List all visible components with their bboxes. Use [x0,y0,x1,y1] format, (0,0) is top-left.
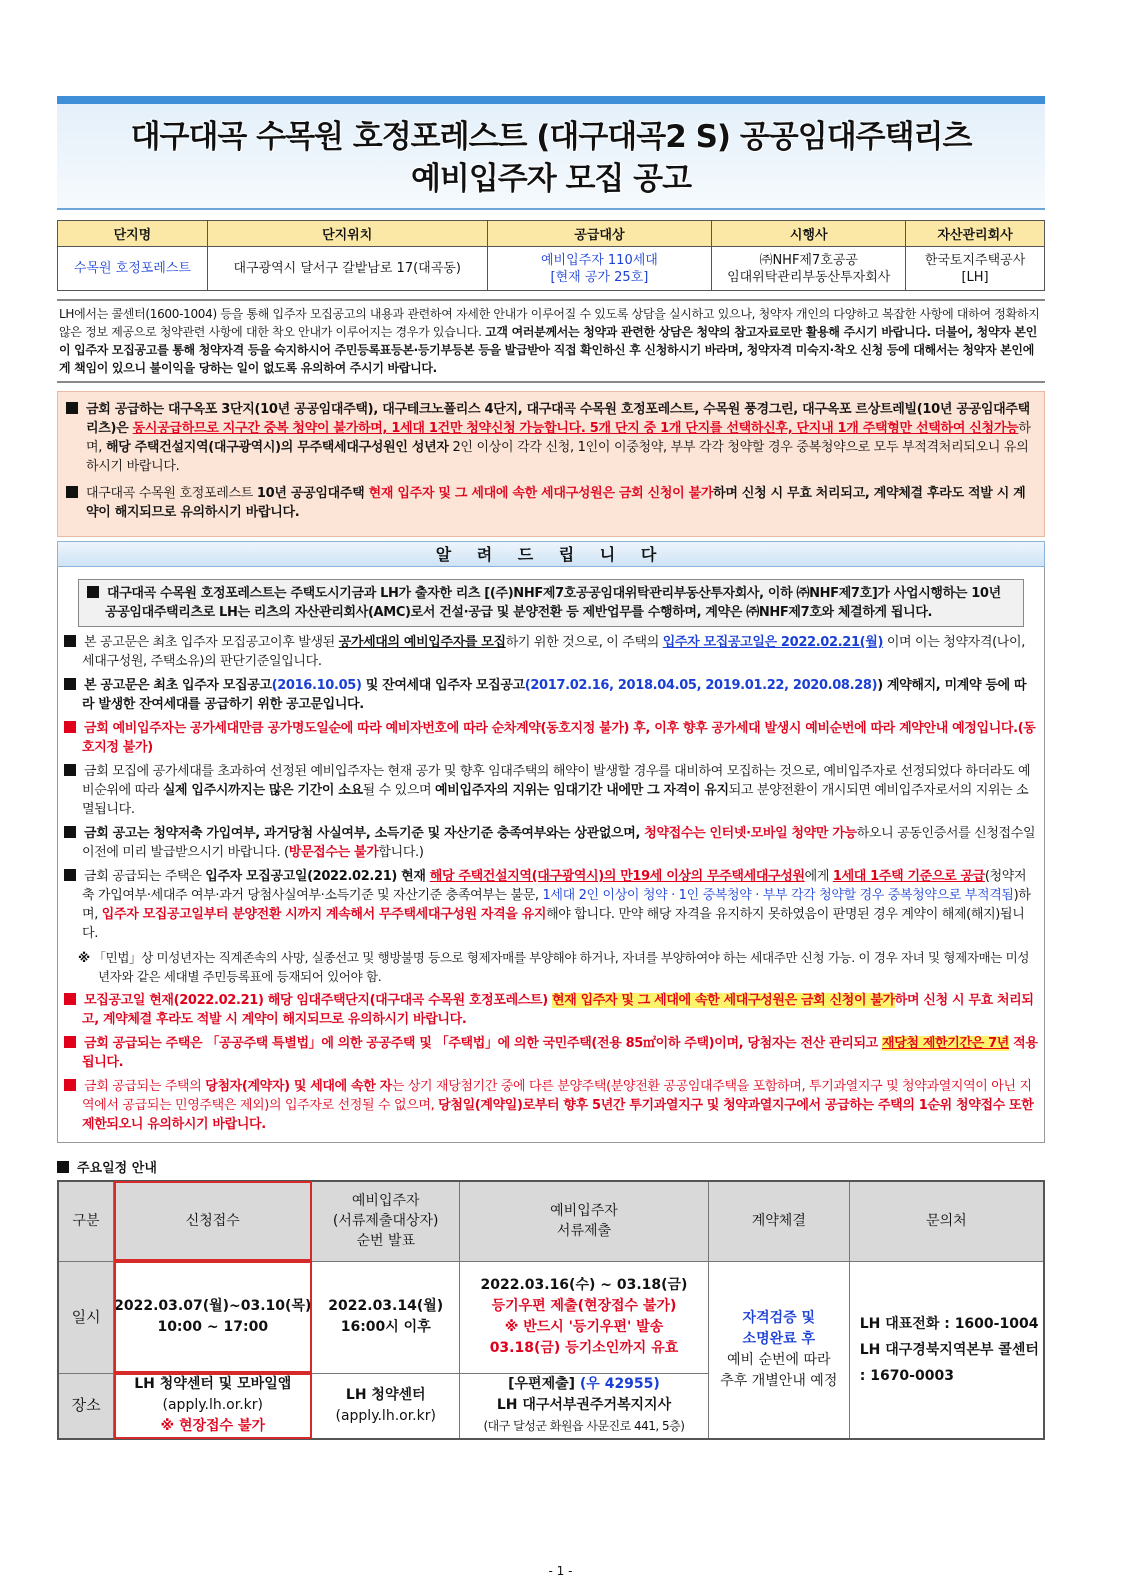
cell-documents-place [460,1373,709,1439]
i6h: )하며, [82,888,1031,922]
i5e: 합니다.) [378,845,424,860]
i9c: 는 상기 재당첨기간 중에 다른 분양주택(분양전환 공공임대주택을 포함하며, 투기과열지구 및 청약과열지역이 아닌 지역에서 공급되는 민영주택은 제외)의 입주자로 선정될 수 없으며, [82,1079,1032,1113]
square-bullet-icon [64,721,76,733]
cell-announce-date [312,1261,460,1373]
i7a: 모집공고일 현재(2022.02.21) 해당 임대주택단지(대구대곡 수목원 호정포레스트) [84,993,552,1008]
sched-header-contact: 문의처 [849,1181,1044,1261]
alert-item-1 [64,633,1038,671]
supply-count: 예비입주자 110세대 [540,252,658,268]
docs-mail: 등기우편 [491,1298,546,1314]
sched-header-announce [312,1181,460,1261]
docs-no-visit: 제출(현장접수 불가) [545,1298,677,1314]
cell-complex-name: 수목원 호정포레스트 [58,247,208,291]
i2c: 및 잔여세대 입주자 모집공고 [361,678,525,693]
square-bullet-icon [64,1036,76,1048]
square-bullet-icon [64,678,76,690]
sched-header-contract: 계약체결 [708,1181,849,1261]
docs-deadline: 03.18(금) [489,1340,561,1356]
note-mark: ※ [78,950,90,965]
cell-apply-date [114,1261,312,1373]
alert-note-minor [64,948,1038,986]
note-text: 「민법」상 미성년자는 직계존속의 사망, 실종선고 및 행방불명 등으로 형제자매를 부양해야 하거나, 자녀를 부양하여야 하는 세대주만 신청 가능. 이 경우 자녀 및 형제자매는 미성년자와 같은 세대별 주민등록표에 등재되어 있어야 함. [93,950,1030,984]
cell-announce-place [312,1373,460,1439]
row-label-place: 장소 [58,1373,114,1439]
square-bullet-icon [64,764,76,776]
notice-document [57,96,1045,1440]
apply-time: 10:00 ~ 17:00 [157,1319,269,1335]
i5c: 하오니 공동인증서를 신청접수일 이전에 미리 발급받으시기 바랍니다. ( [82,826,1036,860]
notice-1-e: 2인 이상이 각각 신청, 1인이 이중청약, 부부 각각 청약할 경우 중복청약으로 모두 부적격처리되오니 유의하시기 바랍니다. [86,440,1029,474]
notice-2-d: 하며 신청 시 무효 처리되고, 계약체결 후라도 적발 시 계약이 해지되므로 유의하시기 바랍니다. [86,486,1026,520]
i2b: (2016.10.05) [271,678,362,693]
square-bullet-icon [64,869,76,881]
title-line-1: 대구대곡 수목원 호정포레스트 (대구대곡2 S) 공공임대주택리츠 [130,119,972,155]
square-bullet-icon [64,1079,76,1091]
square-bullet-icon [64,826,76,838]
alert-item-5 [64,824,1038,862]
intro-paragraph [57,299,1045,383]
alert-item-2 [64,676,1038,714]
schedule-title-text: 주요일정 안내 [77,1161,157,1176]
i1a: 본 공고문은 최초 입주자 모집공고이후 발생된 [84,635,339,650]
title-line-2: 예비입주자 모집 공고 [410,161,692,197]
i6a: 금회 공급되는 주택은 [84,869,206,884]
i1b: 공가세대의 예비입주자를 모집 [338,635,506,650]
sched-header-category: 구분 [58,1181,114,1261]
i8a: 금회 공급되는 주택은 「공공주택 특별법」에 의한 공공주택 및 「주택법」에 의한 국민주택(전용 85㎡이하 주택)이며, 당첨자는 전산 관리되고 [84,1036,883,1051]
h3a: 예비입주자 [550,1203,618,1220]
i6e: 1세대 1주택 기준으로 공급 [832,869,985,884]
i5b: 청약접수는 인터넷·모바일 청약만 가능 [644,826,857,841]
alert-item-9 [64,1077,1038,1134]
cell-developer [712,247,906,291]
intro-text-1: LH에서는 콜센터(1600-1004) 등을 통해 입주자 모집공고의 내용과 관련하여 자세한 안내가 이루어질 수 있도록 상담을 실시하고 있으나, 청약자 개인의 다양하고 복잡한 사항에 대하여 정확하지 않은 정보 제공으로 청약관련 사항에 대한 착오 안내가 이루어지는 경우가 있습니다. [59,307,1040,339]
alert-item-3 [64,719,1038,757]
notice-item-2 [66,484,1036,522]
docs-mail-label: [우편제출] [508,1376,576,1393]
notice-item-1 [66,400,1036,476]
i8b: 재당첨 제한기간은 7년 [882,1036,1009,1051]
notice-1-d: 해당 주택건설지역(대구광역시)의 무주택세대구성원인 성년자 [105,440,449,455]
schedule-table [57,1180,1045,1440]
i4a: 금회 모집에 공가세대를 초과하여 선정된 예비입주자는 현재 공가 및 향후 임대주택의 해약이 발생할 경우를 대비하여 모집하는 것으로, 예비입주자로 선정되었다 하더라도 예비순위에 따라 [82,764,1031,798]
reit-info-text: 대구대곡 수목원 호정포레스트는 주택도시기금과 LH가 출자한 리츠 [(주)NHF제7호공공임대위탁관리부동산투자회사, 이하 ㈜NHF제7호]가 사업시행하는 10년 공공임대주택리츠로 LH는 리츠의 자산관리회사(AMC)로서 건설·공급 및 분양전환 등 제반업무를 수행하며, 계약은 ㈜NHF제7호와 체결하게 됩니다. [105,586,1001,620]
announce-time: 16:00시 이후 [340,1319,431,1335]
title-accent-bar [57,96,1045,104]
asset-line1: 한국토지주택공사 [924,252,1026,268]
apply-place: LH 청약센터 및 모바일앱 [134,1376,292,1393]
alert-item-8 [64,1034,1038,1072]
i5d: 방문접수는 불가 [288,845,379,860]
intro-text-2: 고객 여러분께서는 청약과 관련한 상담은 청약의 참고자료로만 활용해 주시기 바랍니다. 더불어, 청약자 본인이 입주자 모집공고를 통해 청약자격 등을 숙지하시어 주민등록표등본·등기부등본 등을 발급받아 직접 확인하신 후 신청하시기 바라며, 청약자격 미숙지·착오 신청 등에 대해서는 청약자 본인에게 책임이 있으니 불이익을 당하는 일이 없도록 유의하여 주시기 바랍니다. [59,325,1038,375]
docs-address: (대구 달성군 화원읍 사문진로 441, 5층) [483,1419,685,1434]
i9a: 금회 공급되는 주택의 [84,1079,206,1094]
announce-place: LH 청약센터 [345,1386,426,1403]
notice-1-c: 하며, [86,421,1031,455]
contract-line1: 자격검증 및 [742,1309,816,1326]
h2c: 순번 발표 [356,1233,415,1250]
notice-2-b: 10년 공공임대주택 [256,486,369,501]
square-bullet-icon [87,586,99,598]
notice-1-b: 동시공급하므로 지구간 중복 청약이 불가하며, 1세대 1건만 청약신청 가능합니다. 5개 단지 중 1개 단지를 선택하신후, 단지내 1개 주택형만 선택하여 신청가능 [132,421,1019,436]
h2a: 예비입주자 [351,1193,420,1210]
row-label-date: 일시 [58,1261,114,1373]
docs-date: 2022.03.16(수) ~ 03.18(금) [480,1277,688,1293]
alert-item-4 [64,762,1038,819]
cell-asset-manager [906,247,1045,291]
alert-item-7 [64,991,1038,1029]
contract-line3: 예비 순번에 따라 [727,1351,831,1368]
docs-deadline-note: 등기소인까지 유효 [560,1340,679,1356]
contract-line2: 소명완료 후 [742,1330,816,1347]
i7b: 현재 입주자 및 그 세대에 속한 세대구성원은 금회 신청이 불가 [552,993,895,1008]
alert-body [57,567,1045,1143]
contact-center: LH 대구경북지역본부 콜센터 [859,1341,1039,1358]
square-bullet-icon [64,993,76,1005]
sched-header-apply: 신청접수 [114,1181,312,1261]
i3: 금회 예비입주자는 공가세대만큼 공가명도일순에 따라 예비자번호에 따라 순차계약(동호지정 불가) 후, 이후 향후 공가세대 발생시 예비순번에 따라 계약안내 예정입니다.(동호지정 불가) [82,721,1036,755]
i9b: 당첨자(계약자) 및 세대에 속한 자 [205,1079,392,1094]
docs-mail-note: ※ 반드시 '등기우편' 발송 [504,1319,664,1335]
contact-phone: LH 대표전화 : 1600-1004 [859,1315,1039,1332]
sched-header-documents [460,1181,709,1261]
i6c: 해당 주택건설지역(대구광역시)의 만19세 이상의 무주택세대구성원 [429,869,805,884]
i1c: 하기 위한 것으로, 이 주택의 [505,635,663,650]
schedule-title [57,1157,1045,1176]
cell-location: 대구광역시 달서구 갈밭남로 17(대곡동) [207,247,487,291]
complex-info-table [57,220,1045,291]
square-bullet-icon [57,1161,69,1173]
supply-vacant: [현재 공가 25호] [550,269,649,285]
alert-heading: 알 려 드 립 니 다 [57,541,1045,567]
i9d: 당첨일(계약일)로부터 향후 5년간 투기과열지구 및 청약과열지구에서 공급하는 주택의 1순위 청약접수 또한 제한되오니 유의하시기 바랍니다. [82,1098,1034,1132]
cell-contact [849,1261,1044,1439]
h2b: (서류제출대상자) [332,1213,439,1230]
apply-date: 2022.03.07(월)~03.10(목) [114,1298,312,1314]
title-box [57,104,1045,210]
square-bullet-icon [66,402,78,414]
i1e: 이며 이는 청약자격(나이, 세대구성원, 주택소유)의 판단기준일입니다. [82,635,1025,669]
i6i: 입주자 모집공고일부터 분양전환 시까지 계속해서 무주택세대구성원 자격을 유지 [101,907,547,922]
reit-info-box [78,579,1024,627]
docs-office: LH 대구서부권주거복지지사 [496,1397,672,1414]
h3b: 서류제출 [556,1223,612,1240]
header-complex-name: 단지명 [58,221,208,247]
i2e: ) 계약해지, 미계약 등에 따라 발생한 잔여세대를 공급하기 위한 공고문입니다. [82,678,1027,712]
square-bullet-icon [64,635,76,647]
developer-line2: 임대위탁관리부동산투자회사 [727,269,891,285]
i1d: 입주자 모집공고일은 2022.02.21(월) [662,635,884,650]
i5a: 금회 공고는 청약저축 가입여부, 과거당첨 사실여부, 소득기준 및 자산기준 충족여부와는 상관없으며, [84,826,645,841]
i8c: 적용됩니다. [82,1036,1038,1070]
i4b: 실제 입주시까지는 많은 기간이 소요 [162,783,363,798]
i6d: 에게 [804,869,833,884]
square-bullet-icon [66,486,78,498]
asset-line2: [LH] [961,269,989,285]
notice-1-a: 금회 공급하는 대구옥포 3단지(10년 공공임대주택), 대구테크노폴리스 4단지, 대구대곡 수목원 호정포레스트, 수목원 풍경그린, 대구옥포 르상트레빌(10년 공공임대주택리츠)은 [86,402,1030,436]
i7c: 하며 신청 시 무효 처리되고, 계약체결 후라도 적발 시 계약이 해지되므로 유의하시기 바랍니다. [82,993,1034,1027]
page-number: - 1 - [548,1564,573,1578]
contact-center-phone: : 1670-0003 [859,1367,954,1384]
i2d: (2017.02.16, 2018.04.05, 2019.01.22, 2020.08.28) [524,678,878,693]
notice-2-a: 대구대곡 수목원 호정포레스트 [86,486,257,501]
header-supply: 공급대상 [487,221,712,247]
i6j: 해야 합니다. 만약 해당 자격을 유지하지 못하였음이 판명된 경우 계약이 해제(해지)됩니다. [82,907,1025,941]
apply-url: (apply.lh.or.kr) [162,1397,263,1414]
cell-supply [487,247,712,291]
developer-line1: ㈜NHF제7호공공 [759,252,858,268]
header-asset-manager: 자산관리회사 [906,221,1045,247]
announce-date: 2022.03.14(월) [328,1298,444,1314]
docs-zip: (우 42955) [575,1376,660,1393]
contract-line4: 추후 개별안내 예정 [720,1372,838,1389]
i4e: 되고 분양전환이 개시되면 예비입주자로서의 지위는 소멸됩니다. [82,783,1029,817]
cell-apply-place [114,1373,312,1439]
notice-2-c: 현재 입주자 및 그 세대에 속한 세대구성원은 금회 신청이 불가 [368,486,714,501]
i6g: 1세대 2인 이상이 청약 · 1인 중복청약 · 부부 각각 청약할 경우 중복청약으로 부적격됨 [542,888,1014,903]
i4c: 될 수 있으며 [362,783,436,798]
alert-item-6 [64,867,1038,943]
important-notice-box [57,391,1045,537]
i6b: 입주자 모집공고일(2022.02.21) 현재 [205,869,430,884]
i2a: 본 공고문은 최초 입주자 모집공고 [84,678,272,693]
apply-no-visit: ※ 현장접수 불가 [160,1418,266,1435]
i6f: (청약저축 가입여부·세대주 여부·과거 당첨사실여부·소득기준 및 자산기준 충족여부는 불문, [82,869,1027,903]
announce-url: (apply.lh.or.kr) [335,1407,436,1424]
cell-documents-date [460,1261,709,1373]
header-location: 단지위치 [207,221,487,247]
i4d: 예비입주자의 지위는 임대기간 내에만 그 자격이 유지 [435,783,729,798]
cell-contract [708,1261,849,1439]
header-developer: 시행사 [712,221,906,247]
